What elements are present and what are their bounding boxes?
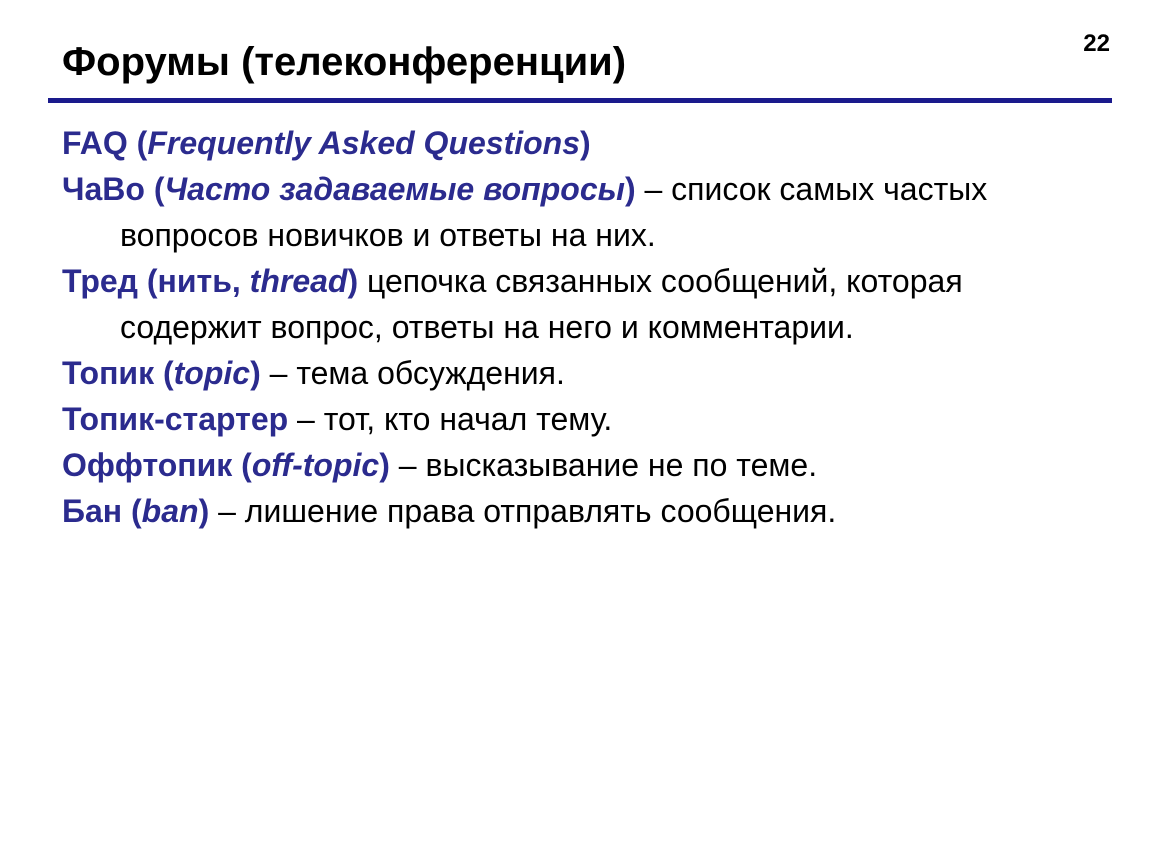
term-offtopic [62, 442, 1102, 488]
term-heading: Бан (ban) [62, 493, 210, 529]
term-definition: – тема обсуждения. [260, 355, 565, 391]
term-topic [62, 350, 1102, 396]
term-definition: – высказывание не по теме. [389, 447, 818, 483]
title-divider [48, 98, 1112, 103]
term-topic-starter [62, 396, 1102, 442]
term-heading: Топик (topic) [62, 355, 261, 391]
term-definition: цепочка связанных сообщений, которая содержит вопрос, ответы на него и комментарии. [120, 263, 963, 345]
term-ban [62, 488, 1102, 534]
term-chavo [62, 166, 1102, 258]
slide-number: 22 [1083, 30, 1110, 57]
term-definition: – лишение права отправлять сообщения. [209, 493, 837, 529]
term-heading: Топик-стартер [62, 401, 289, 437]
term-definition: – список самых частых вопросов новичков и ответы на них. [120, 171, 988, 253]
term-heading: FAQ (Frequently Asked Questions) [62, 125, 591, 161]
term-faq [62, 120, 1102, 166]
term-definition: – тот, кто начал тему. [288, 401, 613, 437]
term-list [62, 120, 1102, 534]
term-thread [62, 258, 1102, 350]
term-heading: ЧаВо (Часто задаваемые вопросы) [62, 171, 636, 207]
slide-title: Форумы (телеконференции) [62, 40, 627, 84]
term-heading: Тред (нить, thread) [62, 263, 359, 299]
term-heading: Оффтопик (off-topic) [62, 447, 390, 483]
